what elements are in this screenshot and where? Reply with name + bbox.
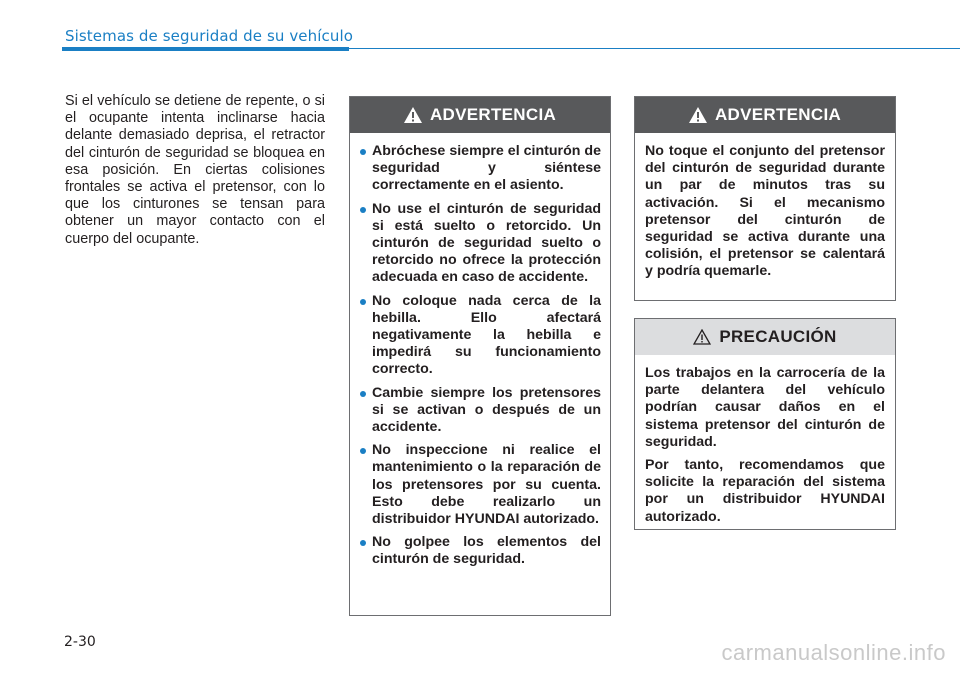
- caution-paragraph: Los trabajos en la carrocería de la parte delantera del vehículo podrían causar daños en el sistema pretensor del cinturón de seguridad.: [645, 365, 885, 450]
- warning-box-right: [634, 96, 896, 301]
- bullet-icon: [360, 448, 366, 454]
- list-item: Cambie siempre los pretensores si se activan o después de un accidente.: [372, 385, 601, 437]
- warning-title-right: ADVERTENCIA: [714, 105, 842, 124]
- caution-box: [634, 318, 896, 530]
- caution-triangle-icon: [693, 329, 711, 345]
- bullet-icon: [360, 299, 366, 305]
- header-accent-bar: [62, 47, 349, 51]
- caution-body: [635, 355, 895, 542]
- bullet-icon: [360, 540, 366, 546]
- list-item: No inspeccione ni realice el mantenimiento o la reparación de los pretensores por su cuenta. Esto debe realizarlo un distribuidor HYUNDAI autorizado.: [372, 442, 601, 528]
- header-rule: [349, 48, 960, 49]
- bullet-icon: [360, 207, 366, 213]
- intro-paragraph: Si el vehículo se detiene de repente, o si el ocupante intenta inclinarse hacia delante demasiado deprisa, el retractor del cinturón de seguridad se bloquea en esa posición. En ciertas colisiones frontales se activa el pretensor, con lo que los cinturones se tensan para obtener un mayor contacto con el cuerpo del ocupante.: [65, 93, 325, 247]
- warning-header-right: [635, 97, 895, 133]
- watermark: carmanualsonline.info: [721, 640, 946, 665]
- warning-header-left: [350, 97, 610, 133]
- page-number: 2-30: [64, 634, 96, 650]
- section-title: Sistemas de seguridad de su vehículo: [65, 27, 354, 45]
- warning-text-right: No toque el conjunto del pretensor del cinturón de seguridad durante un par de minutos tras su activación. Si el mecanismo pretensor del cinturón de seguridad se activa durante una colisión, el pretensor se calentará y podría quemarle.: [645, 143, 885, 280]
- list-item: No coloque nada cerca de la hebilla. Ello afectará negativamente la hebilla e impedirá su funcionamiento correcto.: [372, 293, 601, 379]
- caution-paragraph: Por tanto, recomendamos que solicite la reparación del sistema por un distribuidor HYUNDAI autorizado.: [645, 457, 885, 525]
- warning-box-left: [349, 96, 611, 616]
- warning-body-left: [350, 133, 610, 585]
- bullet-icon: [360, 391, 366, 397]
- caution-header: [635, 319, 895, 355]
- caution-title: PRECAUCIÓN: [719, 327, 837, 346]
- warning-triangle-icon: [689, 107, 707, 123]
- warning-title-left: ADVERTENCIA: [429, 105, 557, 124]
- list-item: Abróchese siempre el cinturón de seguridad y siéntese correctamente en el asiento.: [372, 143, 601, 195]
- list-item: No use el cinturón de seguridad si está suelto o retorcido. Un cinturón de seguridad suelto o retorcido no ofrece la protección adecuada en caso de accidente.: [372, 201, 601, 287]
- list-item: No golpee los elementos del cinturón de seguridad.: [372, 534, 601, 568]
- warning-body-right: [635, 133, 895, 297]
- warning-triangle-icon: [404, 107, 422, 123]
- bullet-icon: [360, 149, 366, 155]
